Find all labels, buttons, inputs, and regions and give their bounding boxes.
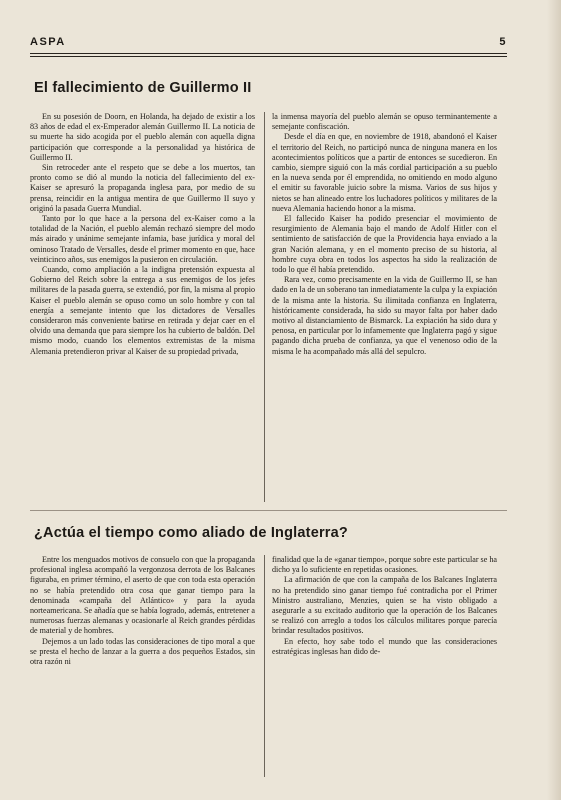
article2-right-column bbox=[272, 555, 497, 780]
page-number: 5 bbox=[499, 36, 507, 48]
paragraph: Desde el día en que, en noviembre de 1918, abandonó el Kaiser el territorio del Reich, no participó nunca de ninguna manera en los acontecimientos políticos que a partir de entonces se sucedieron. En cambio, siempre siguió con la más cordial participación a su pueblo en la nueva senda por él emprendida, no omitiendo en modo alguno el emitir su favorable juicio sobre la misma. Varios de sus hijos y nietos se han alineado entre los luchadores políticos y militares de la nueva Alemania haciendo honor a la misma. bbox=[272, 132, 497, 213]
article1-title: El fallecimiento de Guillermo II bbox=[34, 80, 252, 96]
article1-left-column bbox=[30, 112, 255, 532]
paragraph: La afirmación de que con la campaña de los Balcanes Inglaterra no ha pretendido sino ganar tiempo fué contradicha por el Primer Ministro australiano, Menzies, quien se ha visto obligado a asegurarle a su excitado auditorio que la operación de los Balcanes se realizó con arreglo a todos los cálculos militares porque parecía brindar resultados positivos. bbox=[272, 575, 497, 636]
paragraph: En efecto, hoy sabe todo el mundo que las consideraciones estratégicas inglesas han dido de- bbox=[272, 636, 497, 656]
paragraph: la inmensa mayoría del pueblo alemán se opuso terminantemente a semejante confiscación. bbox=[272, 112, 497, 132]
page-header bbox=[30, 36, 507, 48]
paragraph: finalidad que la de «ganar tiempo», porque sobre este particular se ha dicho ya lo suficiente en repetidas ocasiones. bbox=[272, 555, 497, 575]
paragraph: El fallecido Kaiser ha podido presenciar el movimiento de resurgimiento de Alemania bajo el mando de Adolf Hitler con el sentimiento de satisfacción de que la Providencia haya enviado a la gran Nación alemana, y en el momento preciso de su historia, al hombre cuya obra en todos los aspectos ha sido la realización de todo lo que él había pretendido. bbox=[272, 214, 497, 275]
paragraph: En su posesión de Doorn, en Holanda, ha dejado de existir a los 83 años de edad el ex-Emperador alemán Guillermo II. La noticia de su muerte ha sido acogida por el pueblo alemán con aquella digna participación que corresponde a la personalidad ya histórica de Guillermo II. bbox=[30, 112, 255, 162]
header-rule-thin bbox=[30, 56, 507, 57]
column-divider bbox=[264, 112, 265, 502]
article1-right-column bbox=[272, 112, 497, 532]
article-separator bbox=[30, 510, 507, 511]
paragraph: Dejemos a un lado todas las consideraciones de tipo moral a que se presta el hecho de lanzar a la guerra a dos pequeños Estados, sin otra razón ni bbox=[30, 636, 255, 667]
paragraph: Entre los menguados motivos de consuelo con que la propaganda profesional inglesa acompañó la vergonzosa derrota de los Balcanes figuraba, en primer término, el aserto de que con toda esta operación no se había pretendido otra cosa que ganar tiempo para la denominada «campaña del Atlántico» y para la ayuda norteamericana. Se añadía que se había logrado, además, entretener a numerosas fuerzas alemanas y ocasionarle al Reich grandes pérdidas de material y de hombres. bbox=[30, 555, 255, 636]
publication-name: ASPA bbox=[30, 36, 66, 48]
page-edge-shadow bbox=[547, 0, 561, 800]
paragraph: Sin retroceder ante el respeto que se debe a los muertos, tan pronto como se dió al mundo la noticia del fallecimiento del ex-Kaiser se apresuró la propaganda inglesa para, por medio de su prensa, reincidir en la antigua mentira de que Guillermo II suyo y originó la pasada Guerra Mundial. bbox=[30, 163, 255, 213]
paragraph: Tanto por lo que hace a la persona del ex-Kaiser como a la totalidad de la Nación, el pueblo alemán rechazó siempre del modo más airado y unánime semejante infamia, base jurídica y moral del ominoso Tratado de Versalles, desde el primer momento en que, hace veinticinco años, sus enemigos la pusieron en circulación. bbox=[30, 214, 255, 264]
header-rule bbox=[30, 53, 507, 54]
article2-title: ¿Actúa el tiempo como aliado de Inglaterra? bbox=[34, 525, 348, 541]
paragraph: Rara vez, como precisamente en la vida de Guillermo II, se han dado en la de un soberano tan inmediatamente la culpa y la expiación de la misma ante la historia. Su ilimitada confianza en Inglaterra, históricamente considerada, ha sido su mayor falta por haber dado motivo al distanciamiento de Bismarck. La expiación ha sido dura y penosa, en particular por lo infamemente que Inglaterra pagó y sigue pagando dicha prueba de confianza, ya que el venenoso odio de la misma le ha acompañado más allá del sepulcro. bbox=[272, 275, 497, 356]
column-divider bbox=[264, 555, 265, 777]
article2-left-column bbox=[30, 555, 255, 780]
paragraph: Cuando, como ampliación a la indigna pretensión expuesta al Gobierno del Reich sobre la entrega a sus enemigos de los jefes militares de la pasada guerra, se extendió, por fin, la misma al propio Kaiser el pueblo alemán se opuso como un solo hombre y con tal energía a semejante intento que los dictadores de Versalles consideraron más conveniente batirse en retirada y dejar caer en el olvido una demanda que para siempre los ha cubierto de baldón. Del mismo modo, cuando los elementos extremistas de la misma Alemania pretendieron privar al Kaiser de su propiedad privada, bbox=[30, 265, 255, 356]
